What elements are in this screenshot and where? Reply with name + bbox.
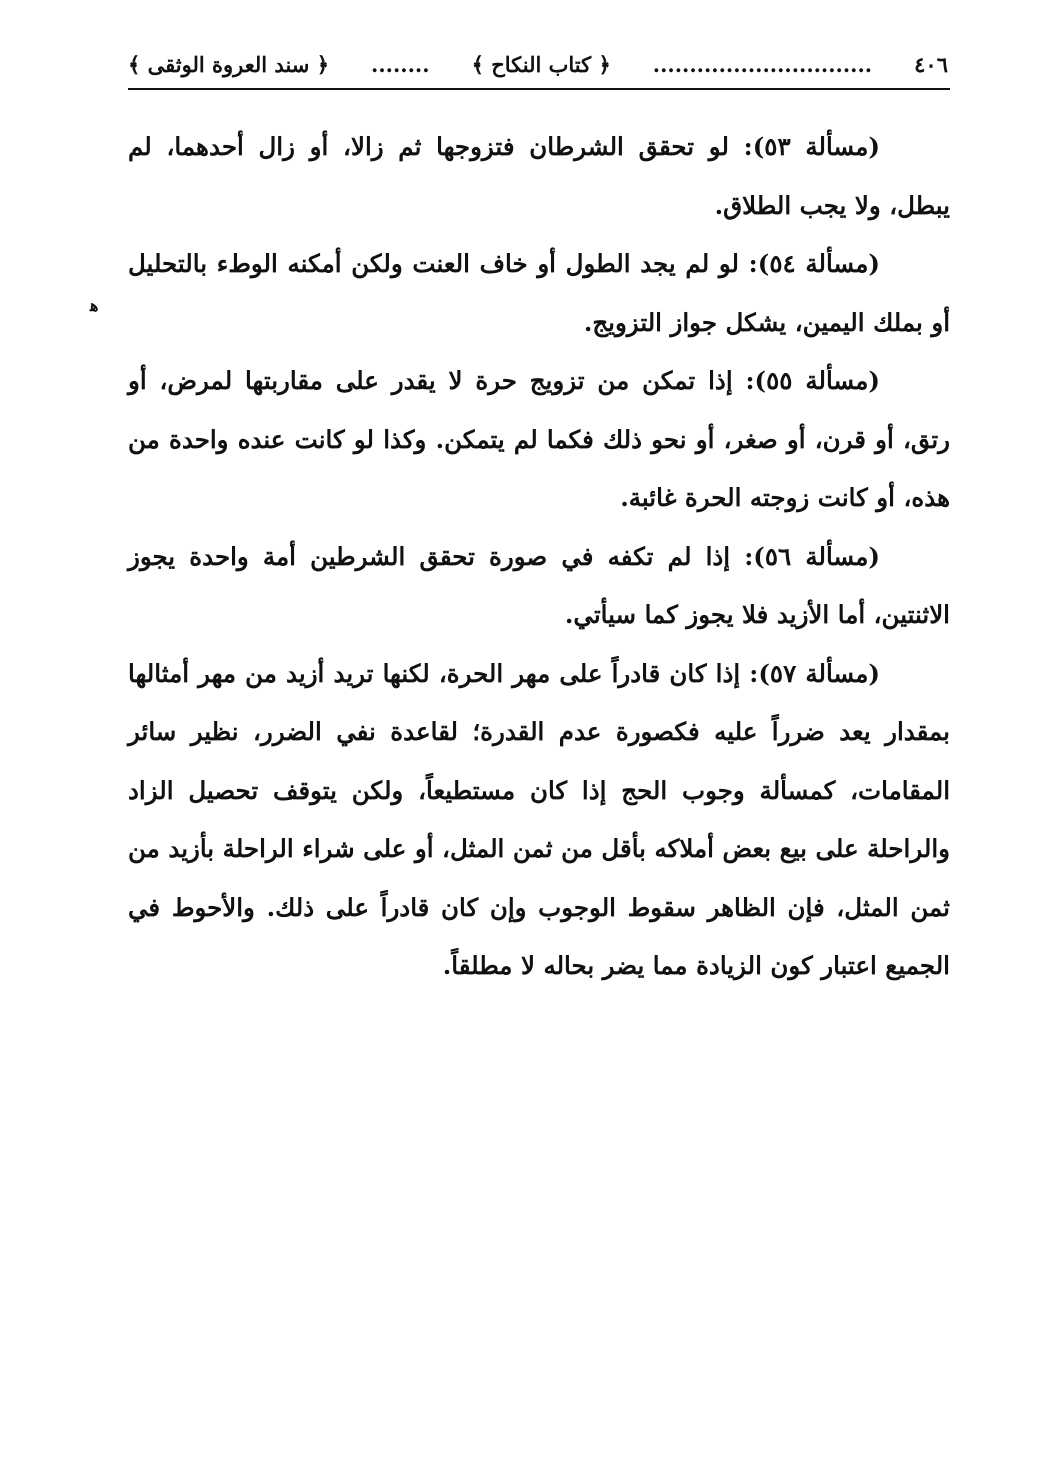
book-title: ﴿ سند العروة الوثقى ﴾ — [128, 51, 330, 77]
issue-57-paragraph: (مسألة ٥٧): إذا كان قادراً على مهر الحرة، لكنها تريد أزيد من مهر أمثالها بمقدار يعد ضرراً عليه فكصورة عدم القدرة؛ لقاعدة نفي الضرر، نظير سائر المقامات، كمسألة وجوب الحج إذا كان مستطيعاً، ولكن يتوقف تحصيل الزاد والراحلة على بيع بعض أملاكه بأقل من ثمن المثل، أو على شراء الراحلة بأزيد من ثمن المثل، فإن الظاهر سقوط الوجوب وإن كان قادراً على ذلك. والأحوط في الجميع اعتبار كون الزيادة مما يضر بحاله لا مطلقاً. — [128, 658, 950, 980]
issue-55-paragraph: (مسألة ٥٥): إذا تمكن من تزويج حرة لا يقدر على مقاربتها لمرض، أو رتق، أو قرن، أو صغر، أو نحو ذلك فكما لم يتمكن. وكذا لو كانت عنده واحدة من هذه، أو كانت زوجته الحرة غائبة. — [128, 366, 950, 512]
issue-53-paragraph: (مسألة ٥٣): لو تحقق الشرطان فتزوجها ثم زالا، أو زال أحدهما، لم يبطل، ولا يجب الطلاق. — [128, 132, 950, 220]
body-text — [128, 118, 950, 996]
margin-mark: ﻫ — [90, 296, 99, 315]
issue-56-paragraph: (مسألة ٥٦): إذا لم تكفه في صورة تحقق الشرطين أمة واحدة يجوز الاثنتين، أما الأزيد فلا يجوز كما سيأتي. — [128, 541, 950, 629]
page-number: ٤٠٦ — [914, 51, 948, 77]
chapter-title: ﴿ كتاب النكاح ﴾ — [471, 51, 611, 77]
issue-54-paragraph: (مسألة ٥٤): لو لم يجد الطول أو خاف العنت ولكن أمكنه الوطء بالتحليل أو بملك اليمين، يشكل جواز التزويج. — [128, 249, 950, 337]
running-header — [128, 44, 948, 84]
header-dots-short: ........ — [371, 51, 430, 77]
header-rule — [128, 88, 950, 90]
header-dots-long: .............................. — [652, 51, 873, 77]
